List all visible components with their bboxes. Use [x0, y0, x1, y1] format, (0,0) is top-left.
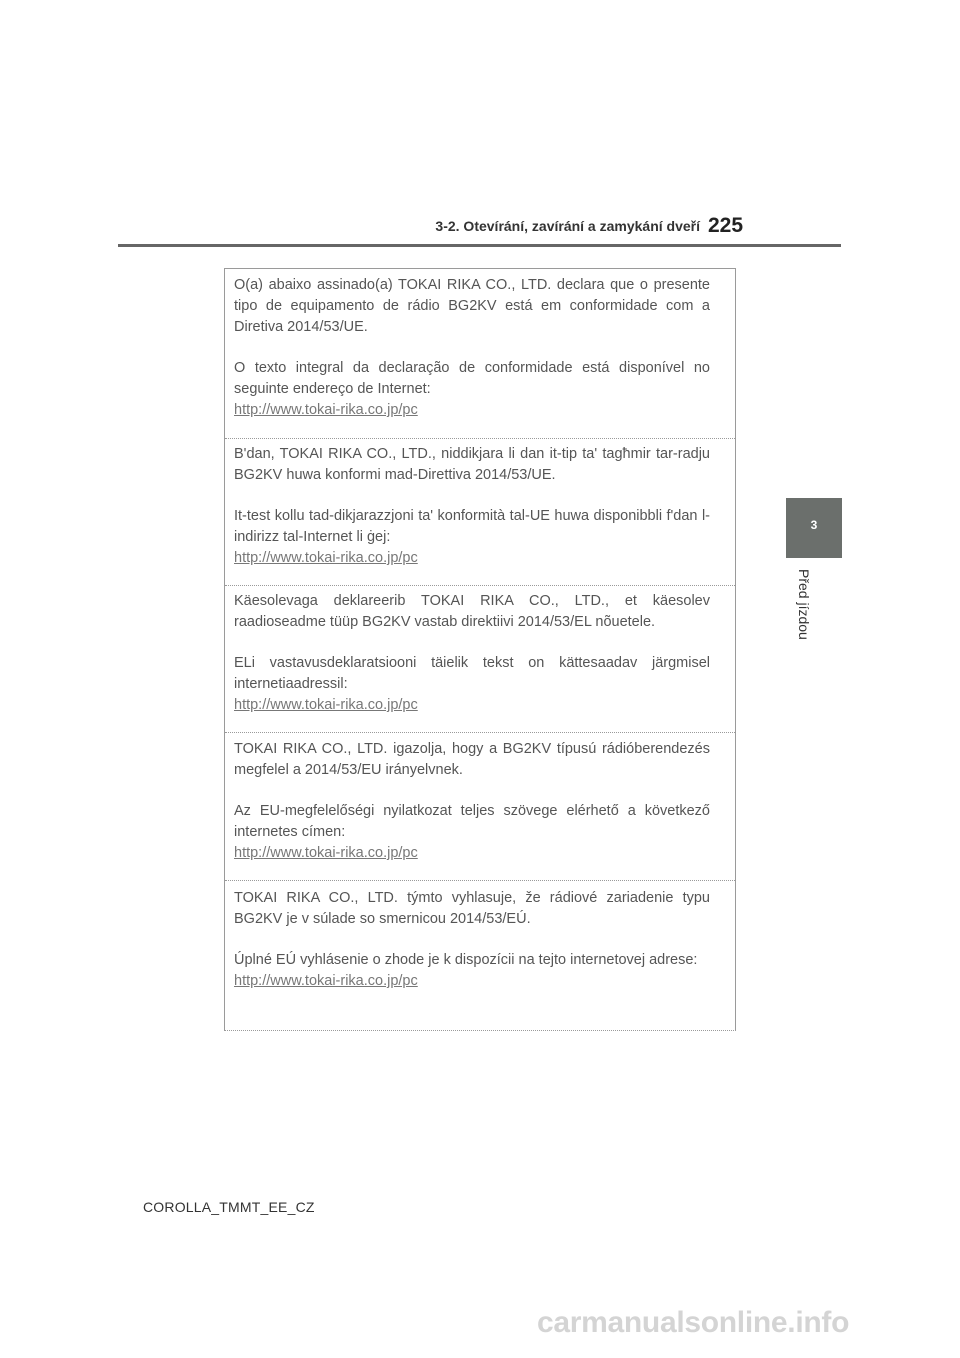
declaration-text: TOKAI RIKA CO., LTD. týmto vyhlasuje, že rádiové zariadenie typu BG2KV je v súlade so smernicou 2014/53/EÚ.	[234, 890, 710, 927]
declaration-link[interactable]: http://www.tokai-rika.co.jp/pc	[234, 550, 418, 566]
document-code: COROLLA_TMMT_EE_CZ	[143, 1199, 315, 1215]
declaration-text: O(a) abaixo assinado(a) TOKAI RIKA CO., LTD. declara que o presente tipo de equipamento de rádio BG2KV está em conformidade com a Diretiva 2014/53/UE.	[234, 277, 710, 335]
declaration-link[interactable]: http://www.tokai-rika.co.jp/pc	[234, 845, 418, 861]
declaration-link[interactable]: http://www.tokai-rika.co.jp/pc	[234, 973, 418, 989]
header-divider	[118, 244, 841, 247]
declaration-text: Käesolevaga deklareerib TOKAI RIKA CO., LTD., et käesolev raadioseadme tüüp BG2KV vastab direktiivi 2014/53/EL nõuetele.	[234, 593, 710, 630]
declaration-box	[224, 268, 736, 1031]
section-title: 3-2. Otevírání, zavírání a zamykání dveří	[435, 218, 700, 234]
declaration-section-hungarian	[225, 733, 735, 881]
page-number: 225	[708, 214, 744, 237]
chapter-tab-number: 3	[810, 518, 818, 532]
availability-text: O texto integral da declaração de conformidade está disponível no seguinte endereço de Internet:	[234, 360, 710, 397]
declaration-section-portuguese	[225, 269, 735, 439]
declaration-section-maltese	[225, 439, 735, 586]
availability-text: Az EU-megfelelőségi nyilatkozat teljes szövege elérhető a következő internetes címen:	[234, 803, 710, 840]
declaration-link[interactable]: http://www.tokai-rika.co.jp/pc	[234, 402, 418, 418]
declaration-section-slovak	[225, 881, 735, 1030]
availability-text: It-test kollu tad-dikjarazzjoni ta' konformità tal-UE huwa disponibbli f'dan l-indirizz tal-Internet li ġej:	[234, 508, 710, 545]
declaration-text: B'dan, TOKAI RIKA CO., LTD., niddikjara li dan it-tip ta' tagħmir tar-radju BG2KV huwa konformi mad-Direttiva 2014/53/UE.	[234, 446, 710, 483]
chapter-tab-label: Před jízdou	[796, 569, 812, 640]
declaration-text: TOKAI RIKA CO., LTD. igazolja, hogy a BG2KV típusú rádióberendezés megfelel a 2014/53/EU irányelvnek.	[234, 741, 710, 778]
availability-text: Úplné EÚ vyhlásenie o zhode je k dispozícii na tejto internetovej adrese:	[234, 952, 698, 968]
watermark: carmanualsonline.info	[537, 1306, 850, 1339]
declaration-section-estonian	[225, 586, 735, 733]
availability-text: ELi vastavusdeklaratsiooni täielik tekst on kättesaadav järgmisel internetiaadressil:	[234, 655, 710, 692]
declaration-link[interactable]: http://www.tokai-rika.co.jp/pc	[234, 697, 418, 713]
